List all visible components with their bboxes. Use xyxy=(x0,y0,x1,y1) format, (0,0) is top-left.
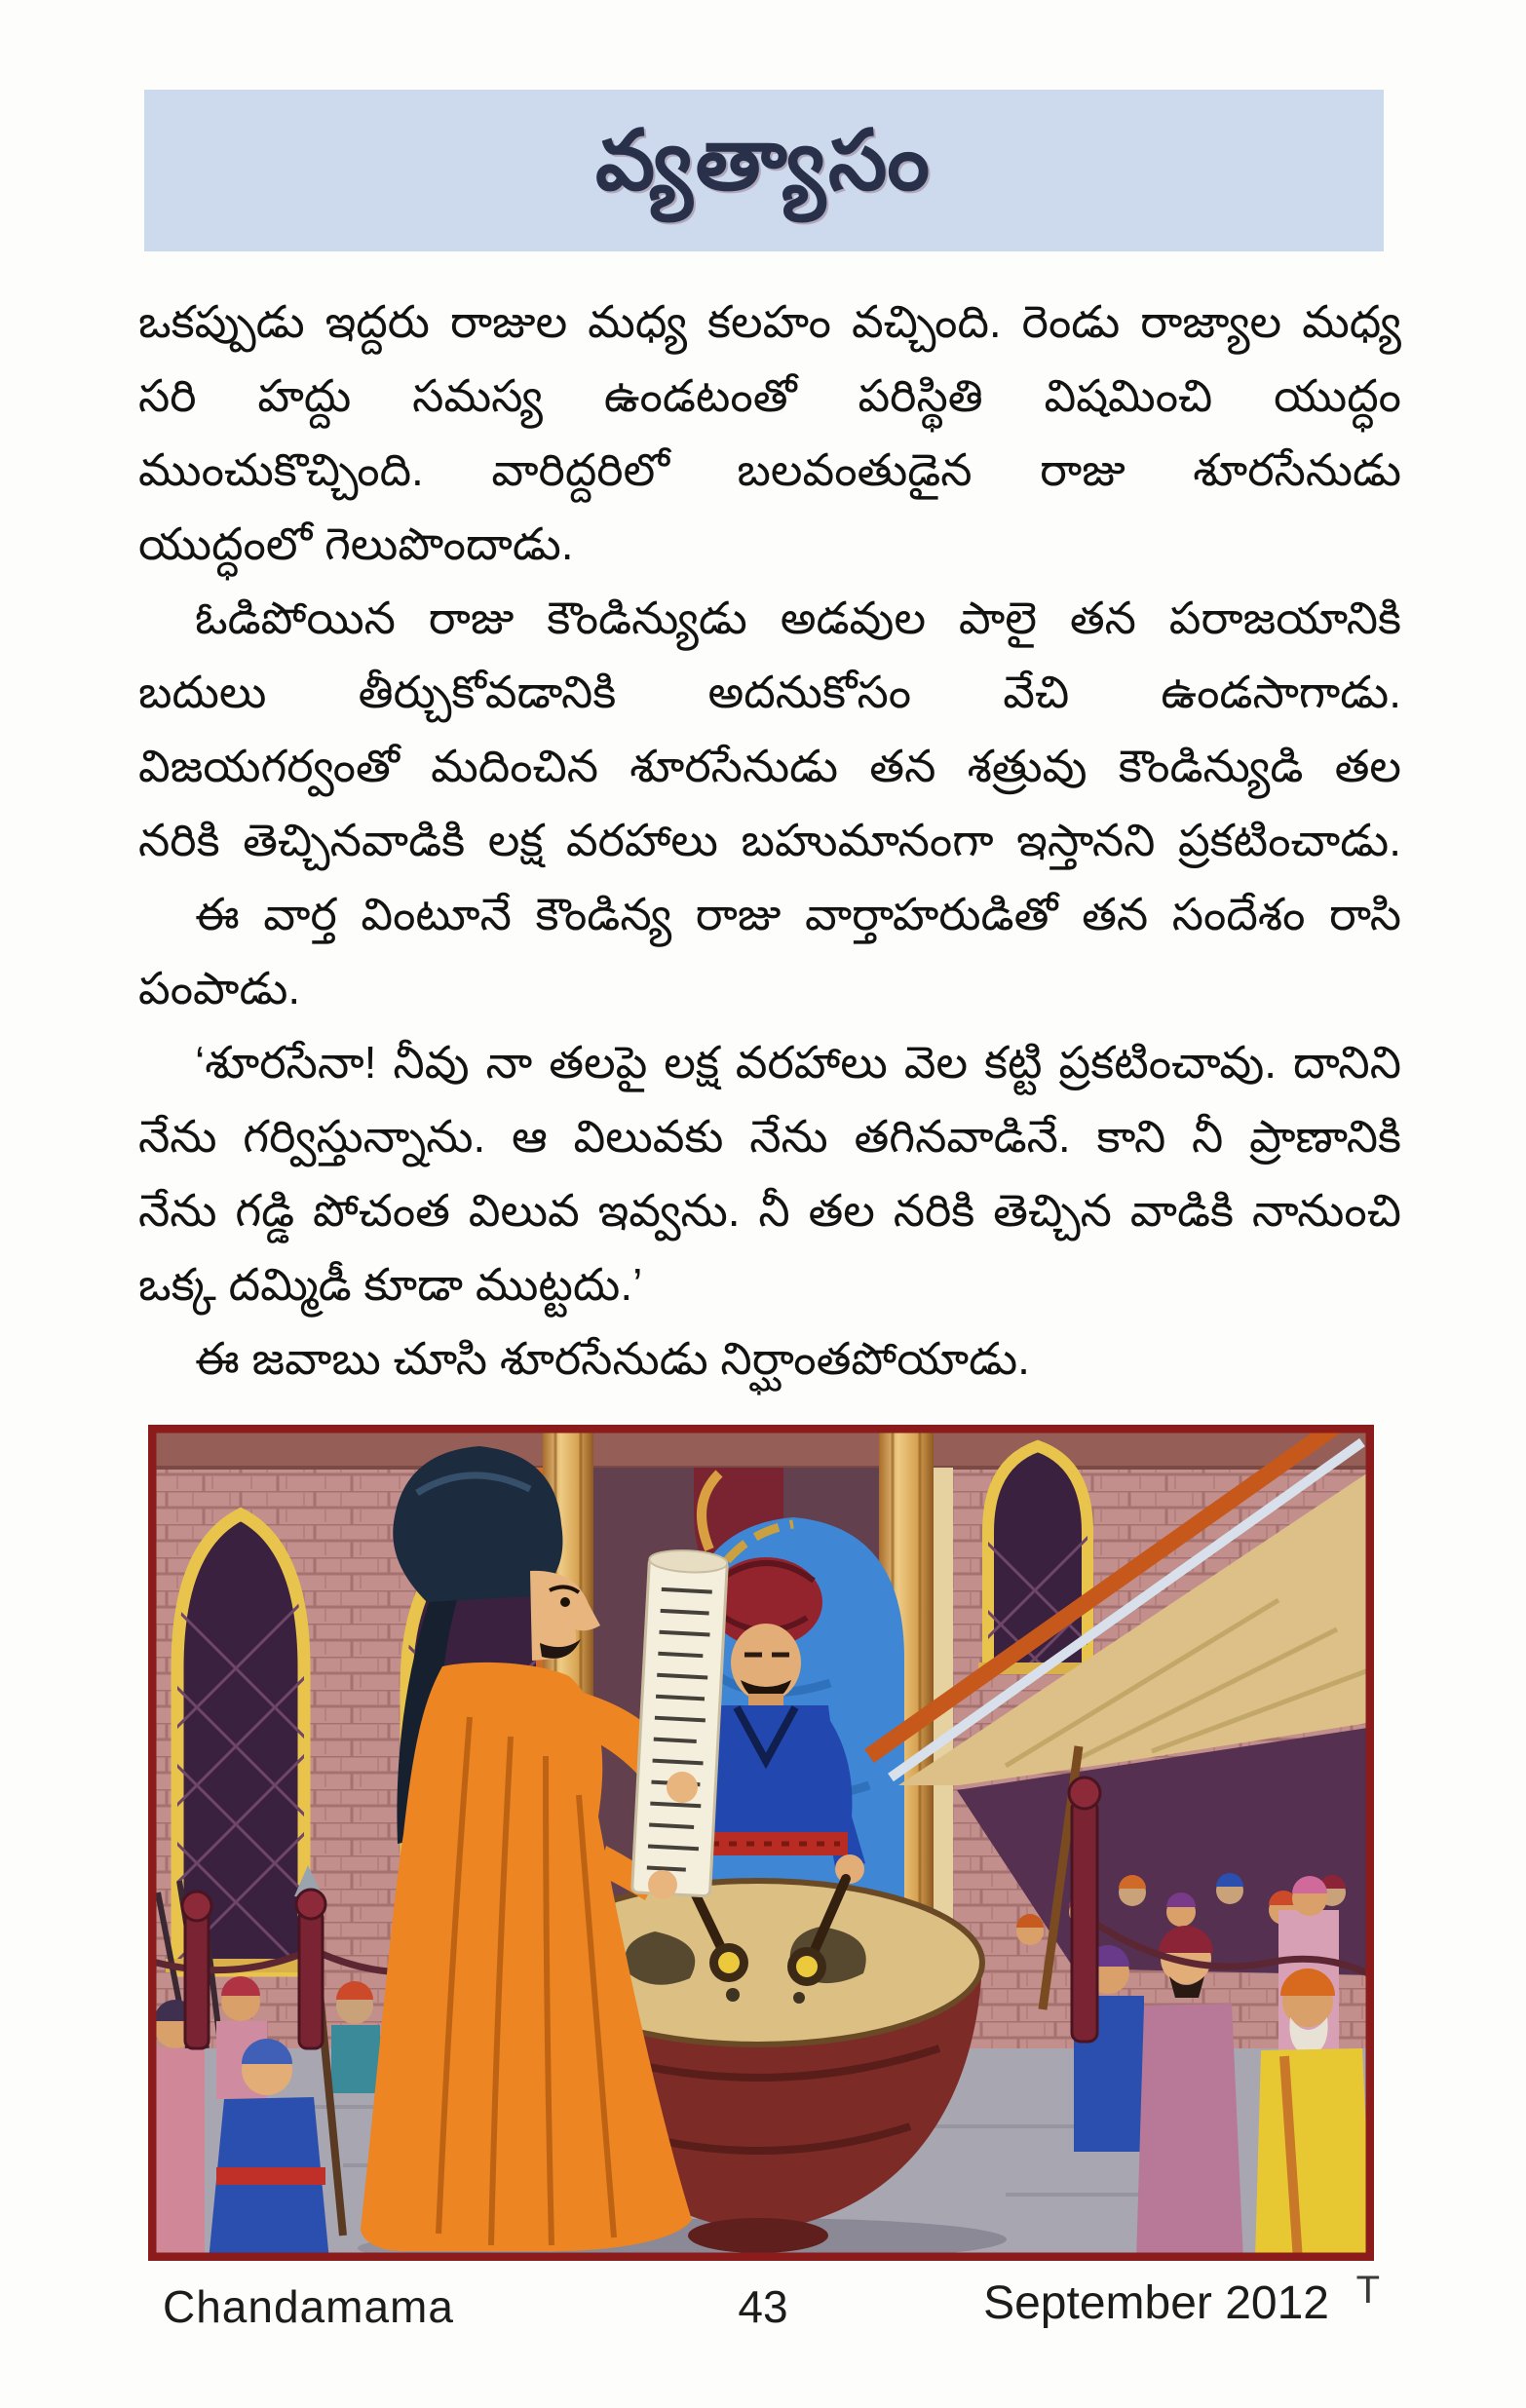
herald-hand xyxy=(667,1772,698,1803)
story-line: ఒక్క దమ్మిడీ కూడా ముట్టదు.’ xyxy=(138,1259,643,1310)
proclamation-scroll xyxy=(632,1548,728,1896)
story-line: ముంచుకొచ్చింది. వారిద్దరిలో బలవంతుడైన రాజు శూరసేనుడు xyxy=(138,444,1401,495)
story-line: సరి హద్దు సమస్య ఉండటంతో పరిస్థితి విషమించి యుద్ధం xyxy=(138,370,1401,421)
corner-mark: T xyxy=(1355,2269,1380,2312)
story-line: నరికి తెచ్చినవాడికి లక్ష వరహాలు బహుమానంగా ఇస్తానని ప్రకటించాడు. xyxy=(138,815,1401,865)
story-illustration xyxy=(148,1425,1374,2261)
story-line: విజయగర్వంతో మదించిన శూరసేనుడు తన శత్రువు కౌండిన్యుడి తల xyxy=(138,741,1401,791)
story-line: బదులు తీర్చుకోవడానికి అదనుకోసం వేచి ఉండసాగాడు. xyxy=(138,667,1401,717)
story-line: ఒకప్పుడు ఇద్దరు రాజుల మధ్య కలహం వచ్చింది. రెండు రాజ్యాల మధ్య xyxy=(138,296,1401,347)
story-line: ఓడిపోయిన రాజు కౌండిన్యుడు అడవుల పాలై తన పరాజయానికి xyxy=(195,592,1401,643)
story-line: ‘శూరసేనా! నీవు నా తలపై లక్ష వరహాలు వెల కట్టి ప్రకటించావు. దానిని xyxy=(195,1037,1401,1088)
story-line: పంపాడు. xyxy=(138,963,301,1013)
issue-date: September 2012 xyxy=(983,2277,1329,2329)
story-line: ఈ వార్త వింటూనే కౌండిన్య రాజు వార్తాహరుడితో తన సందేశం రాసి xyxy=(195,889,1401,939)
herald-hand xyxy=(648,1870,677,1899)
story-title: వ్యత్యాసం xyxy=(595,111,933,210)
magazine-name: Chandamama xyxy=(163,2281,454,2332)
story-line: నేను గర్విస్తున్నాను. ఆ విలువకు నేను తగినవాడినే. కాని నీ ప్రాణానికి xyxy=(138,1111,1401,1162)
page-number: 43 xyxy=(738,2281,788,2332)
story-line: యుద్ధంలో గెలుపొందాడు. xyxy=(138,518,574,569)
title-banner xyxy=(144,90,1384,251)
barrier-post xyxy=(296,1890,325,2048)
barrier-post xyxy=(182,1892,211,2048)
story-line: నేను గడ్డి పోచంత విలువ ఇవ్వను. నీ తల నరికి తెచ్చిన వాడికి నానుంచి xyxy=(138,1185,1401,1236)
barrier-post xyxy=(1069,1777,1100,2042)
story-line: ఈ జవాబు చూసి శూరసేనుడు నిర్ఘాంతపోయాడు. xyxy=(195,1333,1030,1384)
story-text xyxy=(138,285,1401,1395)
page-footer xyxy=(0,2269,1526,2345)
